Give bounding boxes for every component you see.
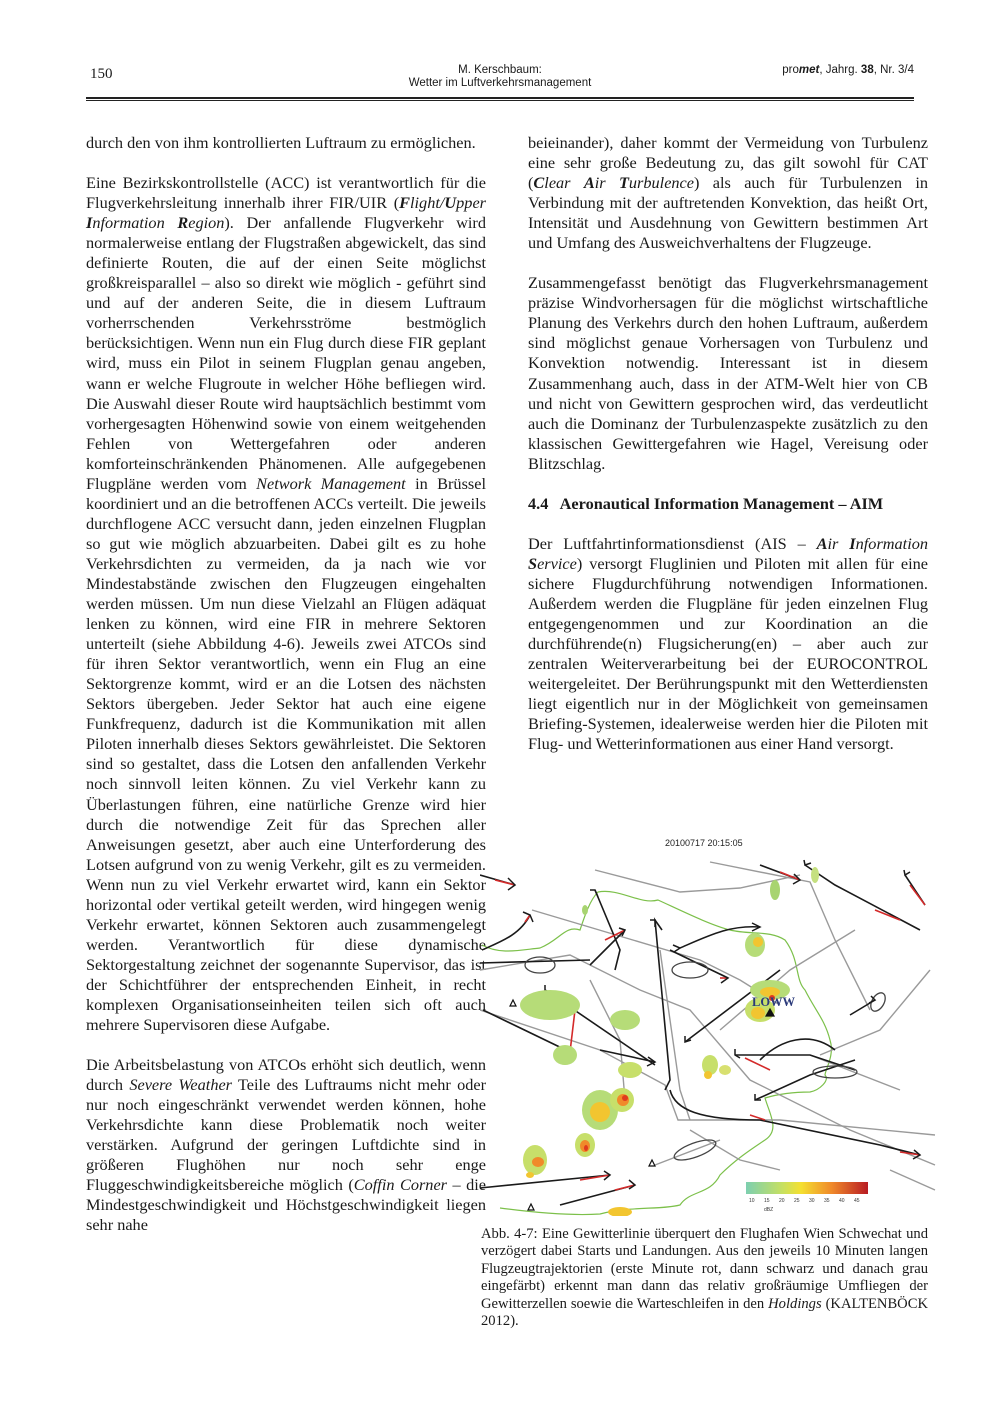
colorbar: [746, 1182, 868, 1194]
colorbar-tick: 20: [779, 1198, 785, 1204]
text-run: nformation: [855, 533, 929, 553]
text-run: (KALTENBÖCK 2012).: [481, 1295, 928, 1330]
text-run: lear: [544, 173, 584, 193]
text-run: Severe Weather: [129, 1075, 233, 1095]
map-graphic: [480, 830, 936, 1216]
paragraph: durch den von ihm kontrollierten Luftraum zu ermöglichen.: [86, 133, 476, 152]
section-number: 4.4: [528, 493, 549, 513]
text-run: Abb. 4-7: Eine Gewitterlinie überquert den Flughafen Wien Schwechat und verzögert dabei Starts und Landungen. Aus den jeweils 10 Minuten langen Flugzeugtrajektorien (erste Minute rot, dann schwarz und danach grau eingefärbt) erkennt man dann das relativ großräumige Umfliegen der Gewitterzellen soewie die Warteschleifen in den: [481, 1226, 928, 1312]
airport-label-loww: LOWW: [752, 995, 796, 1009]
text-run: – die Mindestgeschwindigkeit und Höchstgeschwindigkeit liegen sehr nahe: [86, 1175, 486, 1235]
paragraph: [86, 1055, 486, 1235]
text-run: light/: [410, 193, 445, 213]
text-run: urbulence: [628, 173, 695, 193]
map-timestamp: 20100717 20:15:05: [665, 838, 743, 848]
paragraph: Zusammengefasst benötigt das Flugverkehrsmanagement präzise Windvorhersagen für die möglichst wirtschaftliche Planung des Verkehrs durch den hohen Luftraum, außerdem sind möglichst genaue Vorhersagen von Turbulenz und Konvektion notwendig. Interessant ist in diesem Zusammenhang auch, dass in der ATM-Welt hier von CB und nicht von Gewittern gesprochen wird, das verdeutlicht auch die Dominanz der Turbulenzaspekte zusätzlich zu den klassischen Gewittergefahren wie Hagel, Vereisung oder Blitzschlag.: [528, 273, 928, 473]
paragraph: [528, 133, 928, 253]
journal-info: [782, 64, 914, 76]
journal-prefix: pro: [782, 64, 799, 76]
text-run: ervice: [537, 553, 577, 573]
right-column: [528, 133, 928, 754]
colorbar-tick: 30: [809, 1198, 815, 1204]
text-run: A: [816, 533, 828, 553]
text-run: ir: [594, 173, 619, 193]
colorbar-ticks: [749, 1198, 860, 1204]
colorbar-tick: 45: [854, 1198, 860, 1204]
text-run: Die Arbeitsbelastung von ATCOs erhöht sich deutlich, wenn durch: [86, 1055, 486, 1095]
paragraph: [528, 534, 928, 755]
journal-emph: met: [798, 64, 820, 76]
text-run: ) versorgt Fluglinien und Piloten mit allen für eine sichere Flugdurchführung notwendigen Informationen. Außerdem werden die Flugpläne für jeden einzelnen Flug entgegengenommen und zur Koordination an die durchführende(n) Flugsicherung(en) – aber auch zur zentralen Weiterverarbeitung bei der EUROCONTROL weitergeleitet. Der Berührungspunkt mit den Wetterdiensten liegt eigentlich nur in der Möglichkeit von gemeinsamen Briefing-Systemen, idealerweise werden hier die Piloten mit Flug- und Wetterinformationen aus einer Hand versorgt.: [528, 553, 928, 754]
journal-suffix: , Jahrg.: [819, 64, 861, 76]
colorbar-tick: 35: [824, 1198, 830, 1204]
left-column: [86, 133, 486, 1235]
text-run: T: [618, 173, 629, 193]
airport-markers: [510, 1000, 774, 1210]
paragraph: [86, 173, 486, 1035]
text-run: U: [444, 193, 457, 213]
author: M. Kerschbaum:: [458, 64, 542, 76]
text-run: pper: [456, 193, 486, 213]
figure-caption: [481, 1226, 928, 1330]
figure-radar-trajectory-map: [480, 830, 936, 1216]
text-run: egion: [188, 213, 225, 233]
page-number: 150: [90, 66, 113, 82]
text-run: S: [528, 553, 538, 573]
article-title: Wetter im Luftverkehrsmanagement: [408, 77, 592, 89]
caption-text: [481, 1226, 928, 1330]
text-run: ). Der anfallende Flugverkehr wird normalerweise entlang der Flugstraßen abgewickelt, das sind definierte Routen, die auf der einen Seite möglichst großkreisparallel – also so direkt wie möglich - geführt sind und auf der anderen Seite, die in diesem Luftraum vorherrschenden Verkehrsströme bestmöglich berücksichtigen. Wenn nun ein Flug durch diese FIR geplant wird, muss ein Pilot in seinem Flugplan genau angeben, wann er welche Flugroute in welcher Höhe befliegen wird. Die Auswahl dieser Route wird hauptsächlich bestimmt vom vorhergesagten Höhenwind sowie von einem weitgehenden Fehlen von Wettergefahren oder anderen komforteinschränkenden Phänomenen. Alle aufgegebenen Flugpläne werden vom: [86, 213, 486, 493]
text-run: Coffin Corner: [353, 1175, 448, 1195]
text-run: R: [177, 213, 189, 233]
text-run: ) als auch für Turbulenzen in Verbindung mit der auftretenden Konvektion, das heißt Ort, Intensität und Ausdehnung von Gewittern bestimmen Art und Umfang des Ausweichverhaltens der Flugzeuge.: [528, 173, 929, 253]
colorbar-unit: dBZ: [764, 1207, 774, 1213]
volume: 38: [860, 64, 874, 76]
text-run: Der Luftfahrtinformationsdienst (AIS –: [528, 533, 817, 553]
text-run: Network Management: [256, 473, 406, 493]
running-header: [86, 60, 914, 94]
text-run: in Brüssel koordiniert und an die betroffenen ACCs verteilt. Die jeweils durchflogene ACC versucht dann, jeden einzelnen Flugplan so gut wie möglich abzuarbeiten. Dabei gilt es zu hohe Verkehrsdichten zu vermeiden, da ja nach wie vor Mindestabstände zwischen den Flugzeugen eingehalten werden müssen. Um nun diese Vielzahl an Flügen adäquat lenken zu können, wird eine FIR in mehrere Sektoren unterteilt (siehe Abbildung 4-6). Jeweils zwei ATCOs sind für ihren Sektor verantwortlich, wenn ein Flug an eine Sektorgrenze kommt, wird er an die Lotsen des nächsten Sektors übergeben. Jeder Sektor hat auch eine eigene Funkfrequenz, dadurch ist die Kommunikation mit allen Piloten innerhalb dieses Sektors gewährleistet. Die Sektoren sind so gestaltet, dass die Lotsen den anfallenden Verkehr noch sinnvoll leiten können. Zu viel Verkehr kann zu Überlastungen führen, eine natürliche Grenze wird hier durch die notwendige Zeit für das Sprechen aller Anweisungen gesetzt, aber auch eine Unterforderung des Lotsen aufgrund von zu wenig Verkehr, gilt es zu vermeiden. Wenn nun zu viel Verkehr erwartet wird, kann ein Sektor horizontal oder vertikal geteilt werden, wird hingegen wenig Verkehr erwartet, können Sektoren auch zusammengelegt werden. Verantwortlich für diese dynamische Sektorgestaltung zeichnet der sogenannte Supervisor, das ist der Schichtführer der entsprechenden Einheit, in recht komplexen Organisationseinheiten teilen sich oft auch mehrere Supervisoren diese Aufgabe.: [86, 473, 486, 1035]
section-title: Aeronautical Information Management – AIM: [559, 493, 884, 513]
text-run: Teile des Luftraums nicht mehr oder nur noch eingeschränkt verwendet werden können, hohe Verkehrsdichte kann diese Problematik noch weiter verstärken. Aufgrund der geringen Luftdichte sind in größeren Flughöhen nur noch sehr enge Fluggeschwindigkeitsbereiche möglich (: [86, 1075, 487, 1195]
old-trajectories: [480, 862, 935, 1190]
colorbar-tick: 15: [764, 1198, 770, 1204]
text-run: nformation: [92, 213, 178, 233]
section-heading: [528, 494, 928, 514]
text-run: A: [583, 173, 595, 193]
text-run: beieinander), daher kommt der Vermeidung von Turbulenz eine sehr große Bedeutung zu, das gilt sowohl für CAT (: [528, 133, 928, 193]
text-run: I: [849, 533, 856, 553]
issue: , Nr. 3/4: [873, 64, 914, 76]
text-run: ir: [827, 533, 850, 553]
text-run: F: [399, 193, 410, 213]
text-run: C: [533, 173, 545, 193]
colorbar-tick: 10: [749, 1198, 755, 1204]
text-run: Holdings: [768, 1295, 822, 1312]
text-run: I: [86, 213, 93, 233]
text-run: Eine Bezirkskontrollstelle (ACC) ist verantwortlich für die Flugverkehrsleitung innerhalb ihrer FIR/UIR (: [86, 173, 486, 213]
header-rule: [86, 97, 914, 101]
colorbar-tick: 40: [839, 1198, 845, 1204]
colorbar-tick: 25: [794, 1198, 800, 1204]
